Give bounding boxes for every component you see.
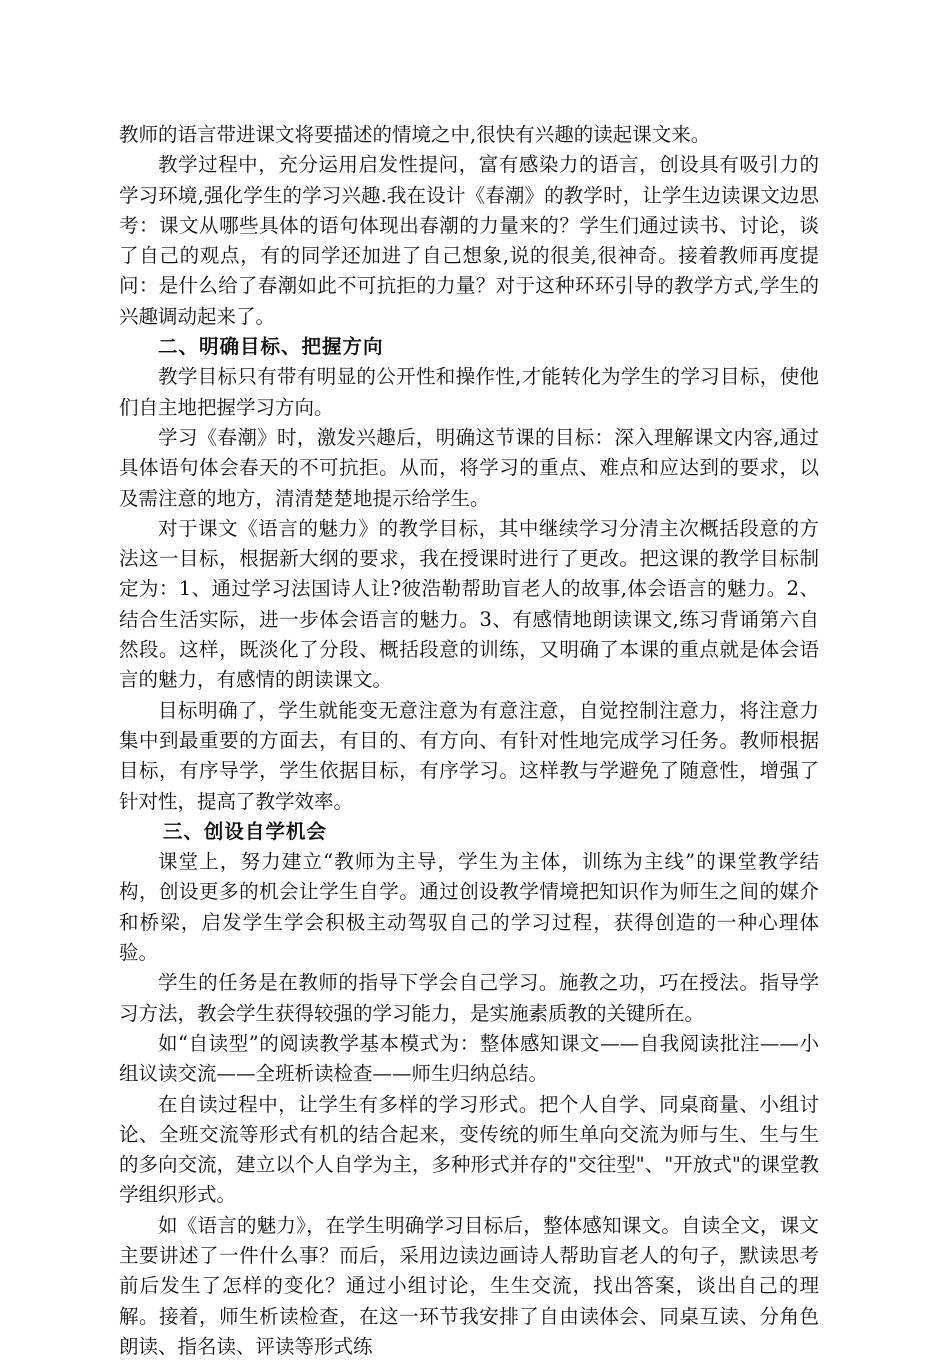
paragraph-chunchao-goals: 学习《春潮》时，激发兴趣后，明确这节课的目标：深入理解课文内容,通过具体语句体会春天的不可抗拒。从而，将学习的重点、难点和应达到的要求，以及需注意的地方，清清楚楚地提示给学生。: [119, 425, 819, 510]
paragraph-self-reading-model: 如“自读型”的阅读教学基本模式为：整体感知课文——自我阅读批注——小组议读交流——全班析读检查——师生归纳总结。: [119, 1031, 819, 1086]
paragraph-intro-continuation: 教师的语言带进课文将要描述的情境之中,很快有兴趣的读起课文来。: [119, 123, 711, 146]
paragraph-teaching-goals: 教学目标只有带有明显的公开性和操作性,才能转化为学生的学习目标，使他们自主地把握学习方向。: [119, 365, 819, 419]
paragraph-learning-forms: 在自读过程中，让学生有多样的学习形式。把个人自学、同桌商量、小组讨论、全班交流等形式有机的结合起来，变传统的师生单向交流为师与生、生与生的多向交流，建立以个人自学为主，多种形式并存的"交往型"、"开放式"的课堂教学组织形式。: [119, 1092, 819, 1207]
section-heading-2: 二、明确目标、把握方向: [158, 335, 384, 359]
paragraph-clear-goals-effect: 目标明确了，学生就能变无意注意为有意注意，自觉控制注意力，将注意力集中到最重要的方面去，有目的、有方向、有针对性地完成学习任务。教师根据目标，有序导学，学生依据目标，有序学习。这样教与学避免了随意性，增强了针对性，提高了教学效率。: [119, 698, 819, 813]
paragraph-inspiring-questions: 教学过程中，充分运用启发性提问，富有感染力的语言，创设具有吸引力的学习环境,强化学生的学习兴趣.我在设计《春潮》的教学时，让学生边读课文边思考：课文从哪些具体的语句体现出春潮的力量来的？学生们通过读书、讨论，谈了自己的观点，有的同学还加进了自己想象,说的很美,很神奇。接着教师再度提问：是什么给了春潮如此不可抗拒的力量？对于这种环环引导的教学方式,学生的兴趣调动起来了。: [119, 153, 819, 328]
paragraph-language-charm-goals: 对于课文《语言的魅力》的教学目标，其中继续学习分清主次概括段意的方法这一目标，根据新大纲的要求，我在授课时进行了更改。把这课的教学目标制定为：1、通过学习法国诗人让?彼浩勒帮助盲老人的故事,体会语言的魅力。2、结合生活实际，进一步体会语言的魅力。3、有感情地朗读课文,练习背诵第六自然段。这样，既淡化了分段、概括段意的训练，又明确了本课的重点就是体会语言的魅力，有感情的朗读课文。: [119, 516, 819, 692]
paragraph-language-charm-example: 如《语言的魅力》，在学生明确学习目标后，整体感知课文。自读全文，课文主要讲述了一件什么事？而后，采用边读边画诗人帮助盲老人的句子，默读思考前后发生了怎样的变化？通过小组讨论，生生交流，找出答案，谈出自己的理解。接着，师生析读检查，在这一环节我安排了自由读体会、同桌互读、分角色朗读、指名读、评读等形式练: [119, 1213, 819, 1358]
document-page: [119, 120, 819, 1362]
section-heading-3: 三、创设自学机会: [162, 819, 327, 843]
paragraph-student-task: 学生的任务是在教师的指导下学会自己学习。施教之功，巧在授法。指导学习方法，教会学生获得较强的学习能力，是实施素质教的关键所在。: [119, 971, 819, 1025]
paragraph-classroom-structure: 课堂上，努力建立“教师为主导，学生为主体，训练为主线”的课堂教学结构，创设更多的机会让学生自学。通过创设教学情境把知识作为师生之间的媒介和桥梁，启发学生学会积极主动驾驭自己的学习过程，获得创造的一种心理体验。: [119, 850, 819, 965]
